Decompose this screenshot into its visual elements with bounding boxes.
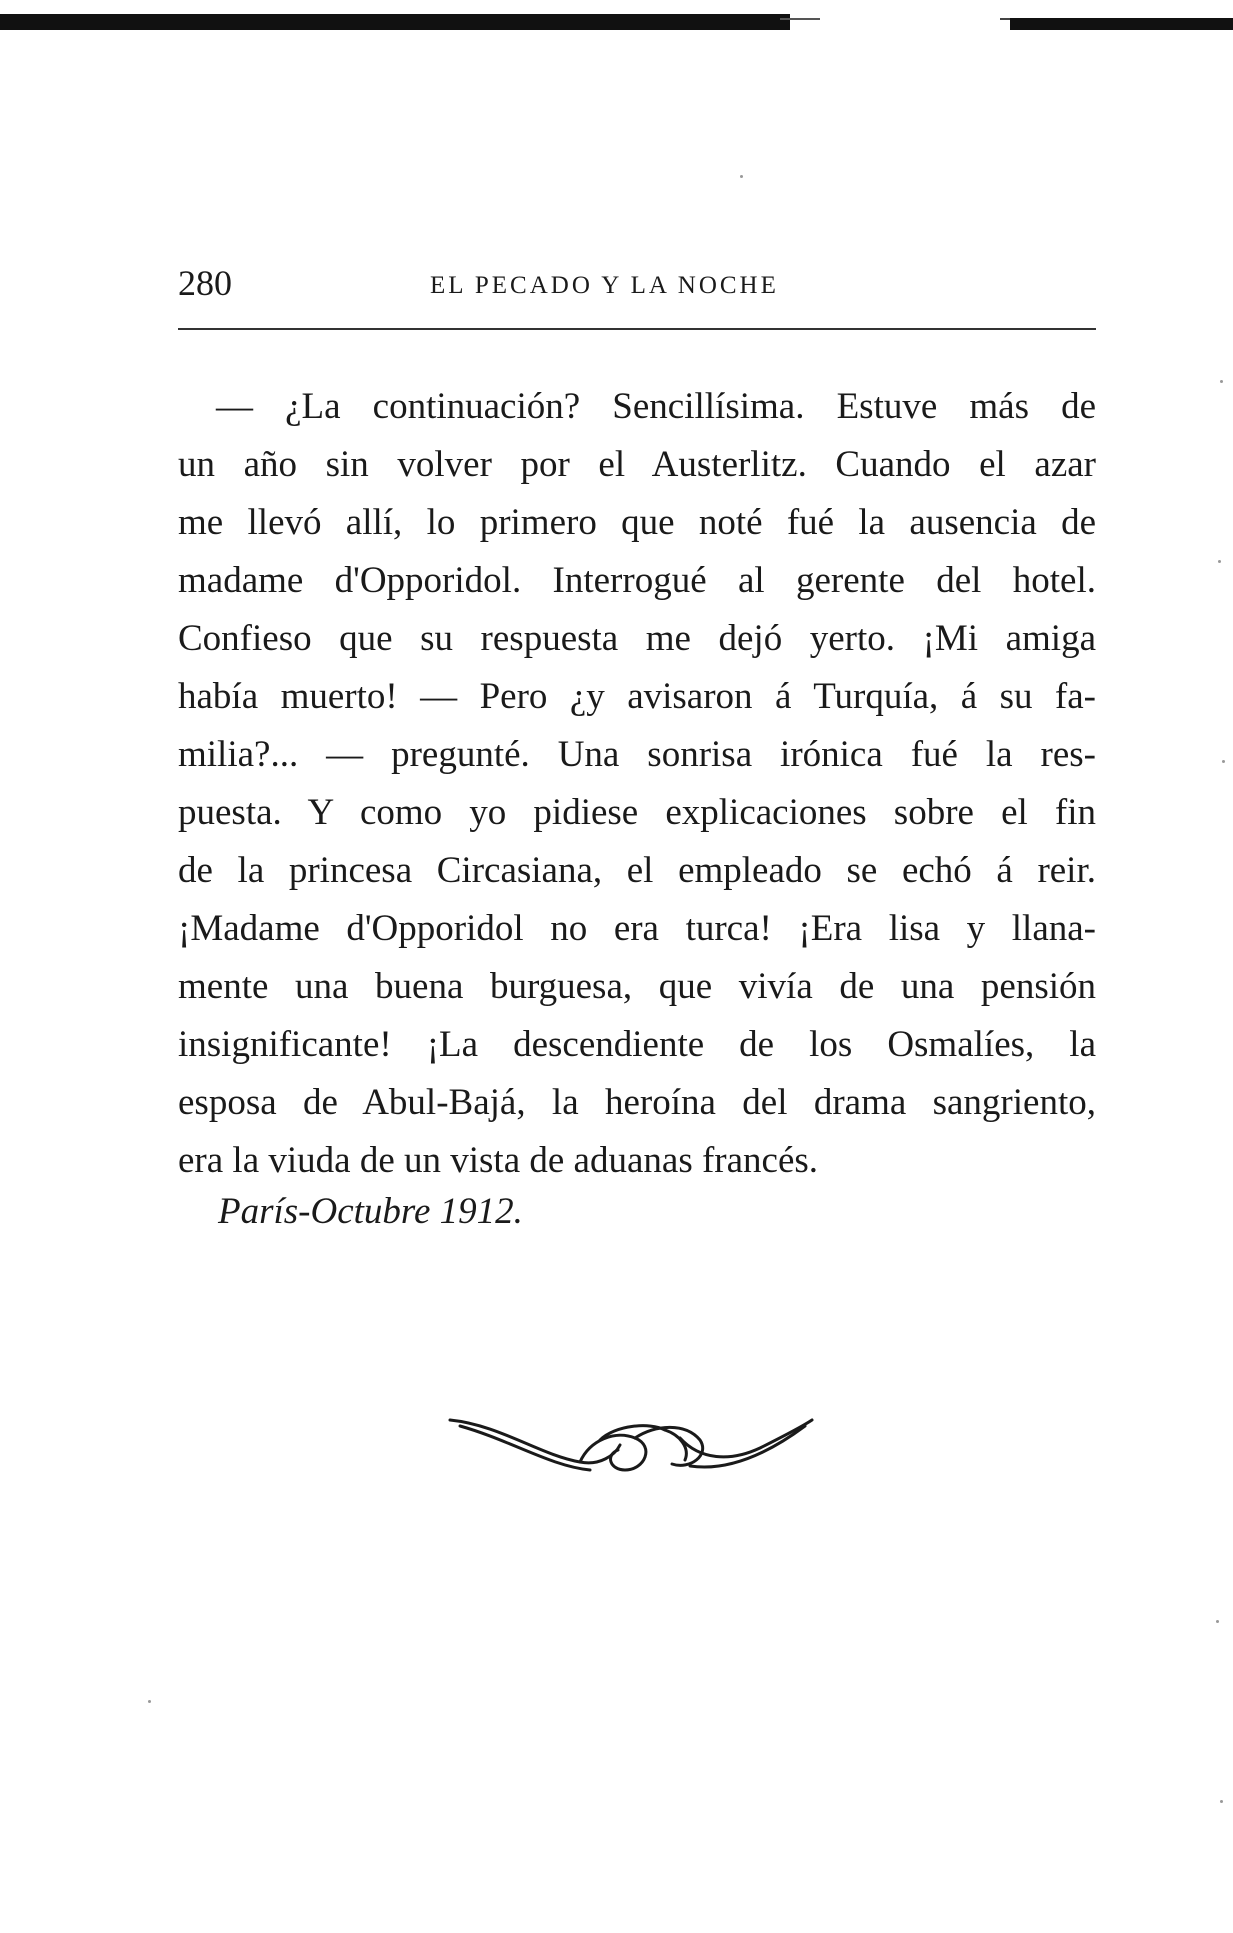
text-line: insignificante! ¡La descendiente de los Osmalíes, la [178, 1024, 1096, 1065]
text-line: milia?... — pregunté. Una sonrisa irónica fué la res- [178, 734, 1096, 775]
text-line: — ¿La continuación? Sencillísima. Estuve más de [216, 386, 1096, 427]
text-line: había muerto! — Pero ¿y avisaron á Turquía, á su fa- [178, 676, 1096, 717]
scan-edge-line-left [780, 18, 820, 20]
text-line: puesta. Y como yo pidiese explicaciones sobre el fin [178, 792, 1096, 833]
text-line: Confieso que su respuesta me dejó yerto. ¡Mi amiga [178, 618, 1096, 659]
header-rule [178, 328, 1096, 330]
scan-speck [1220, 380, 1223, 383]
text-line: esposa de Abul-Bajá, la heroína del drama sangriento, [178, 1082, 1096, 1123]
scan-edge-bar-right [1010, 18, 1233, 30]
scan-speck [1222, 760, 1225, 763]
text-line: ¡Madame d'Opporidol no era turca! ¡Era lisa y llana- [178, 908, 1096, 949]
text-line: era la viuda de un vista de aduanas francés. [178, 1140, 819, 1181]
scan-speck [1220, 1800, 1223, 1803]
running-head [178, 262, 1098, 312]
text-line: mente una buena burguesa, que vivía de una pensión [178, 966, 1096, 1007]
text-line: me llevó allí, lo primero que noté fué la ausencia de [178, 502, 1096, 543]
scan-speck [740, 175, 743, 178]
body-text [178, 378, 1096, 1190]
scan-speck [1216, 1620, 1219, 1623]
scan-edge-bar-left [0, 14, 790, 30]
page-number: 280 [178, 263, 232, 303]
place-date-signoff: París-Octubre 1912. [218, 1191, 523, 1232]
vignette-ornament-icon [440, 1400, 820, 1490]
running-title: EL PECADO Y LA NOCHE [430, 272, 779, 299]
text-line: de la princesa Circasiana, el empleado se echó á reir. [178, 850, 1096, 891]
scan-speck [148, 1700, 151, 1703]
scan-speck [1218, 560, 1221, 563]
text-line: un año sin volver por el Austerlitz. Cuando el azar [178, 444, 1096, 485]
text-line: madame d'Opporidol. Interrogué al gerente del hotel. [178, 560, 1096, 601]
